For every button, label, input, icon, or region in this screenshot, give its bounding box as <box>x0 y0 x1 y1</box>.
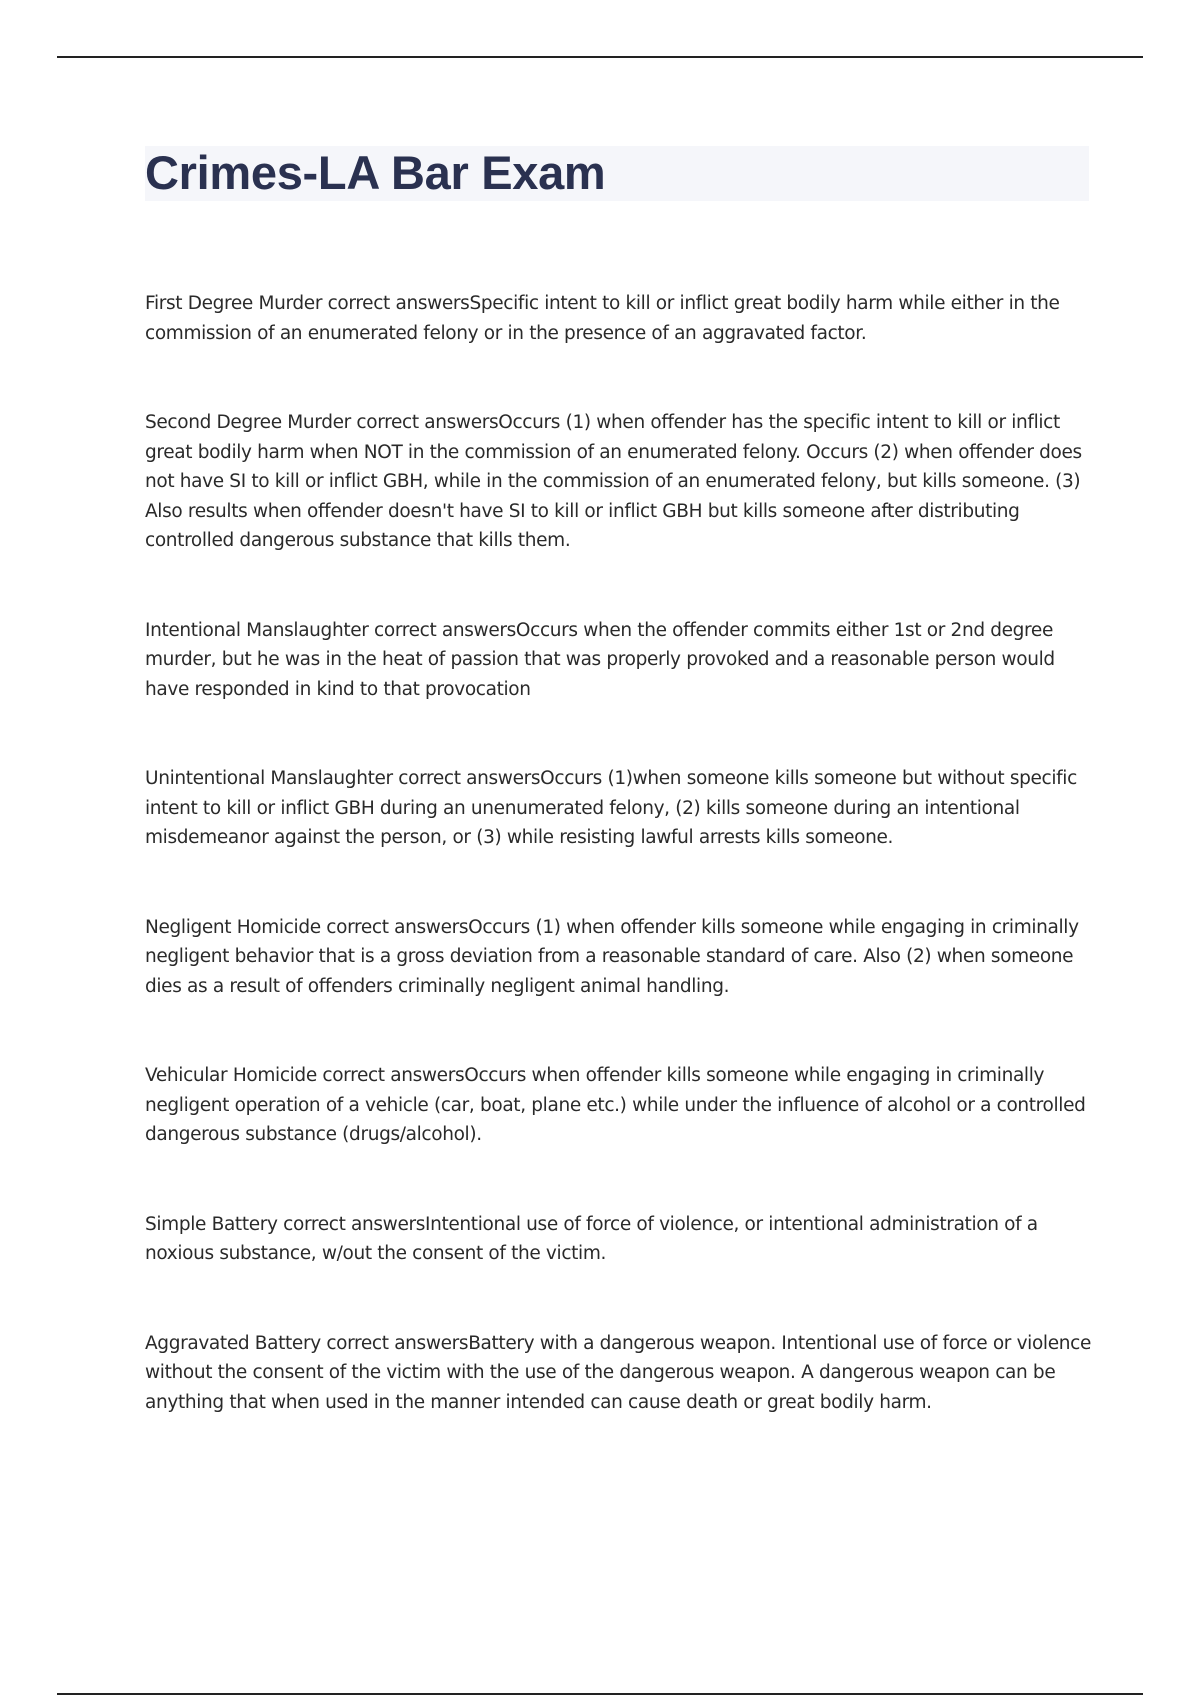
flashcard-entry-vehicular-homicide: Vehicular Homicide correct answersOccurs when offender kills someone while engaging in criminally negligent operation of a vehicle (car, boat, plane etc.) while under the influence of alcohol or a controlled dangerous substance (drugs/alcohol). <box>145 1065 1086 1145</box>
flashcard-list <box>145 289 1095 1477</box>
flashcard-entry-first-degree-murder: First Degree Murder correct answersSpecific intent to kill or inflict great bodily harm while either in the commission of an enumerated felony or in the presence of an aggravated factor. <box>145 293 1060 344</box>
flashcard-entry-unintentional-manslaughter: Unintentional Manslaughter correct answersOccurs (1)when someone kills someone but without specific intent to kill or inflict GBH during an unenumerated felony, (2) kills someone during an intentional misdemeanor against the person, or (3) while resisting lawful arrests kills someone. <box>145 768 1077 848</box>
flashcard-entry-aggravated-battery: Aggravated Battery correct answersBattery with a dangerous weapon. Intentional use of force or violence without the consent of the victim with the use of the dangerous weapon. A dangerous weapon can be anything that when used in the manner intended can cause death or great bodily harm. <box>145 1332 1091 1413</box>
header-rule <box>57 56 1143 58</box>
flashcard-entry-second-degree-murder: Second Degree Murder correct answersOccurs (1) when offender has the specific intent to kill or inflict great bodily harm when NOT in the commission of an enumerated felony. Occurs (2) when offender does not have SI to kill or inflict GBH, while in the commission of an enumerated felony, but kills someone. (3) Also results when offender doesn't have SI to kill or inflict GBH but kills someone after distributing controlled dangerous substance that kills them. <box>145 412 1082 551</box>
document-title: Crimes-LA Bar Exam <box>145 146 606 199</box>
footer-rule <box>57 1693 1143 1695</box>
flashcard-entry-intentional-manslaughter: Intentional Manslaughter correct answersOccurs when the offender commits either 1st or 2nd degree murder, but he was in the heat of passion that was properly provoked and a reasonable person would have responded in kind to that provocation <box>145 619 1055 700</box>
flashcard-entry-simple-battery: Simple Battery correct answersIntentional use of force of violence, or intentional administration of a noxious substance, w/out the consent of the victim. <box>145 1213 1038 1264</box>
flashcard-entry-negligent-homicide: Negligent Homicide correct answersOccurs (1) when offender kills someone while engaging in criminally negligent behavior that is a gross deviation from a reasonable standard of care. Also (2) when someone dies as a result of offenders criminally negligent animal handling. <box>145 916 1079 997</box>
